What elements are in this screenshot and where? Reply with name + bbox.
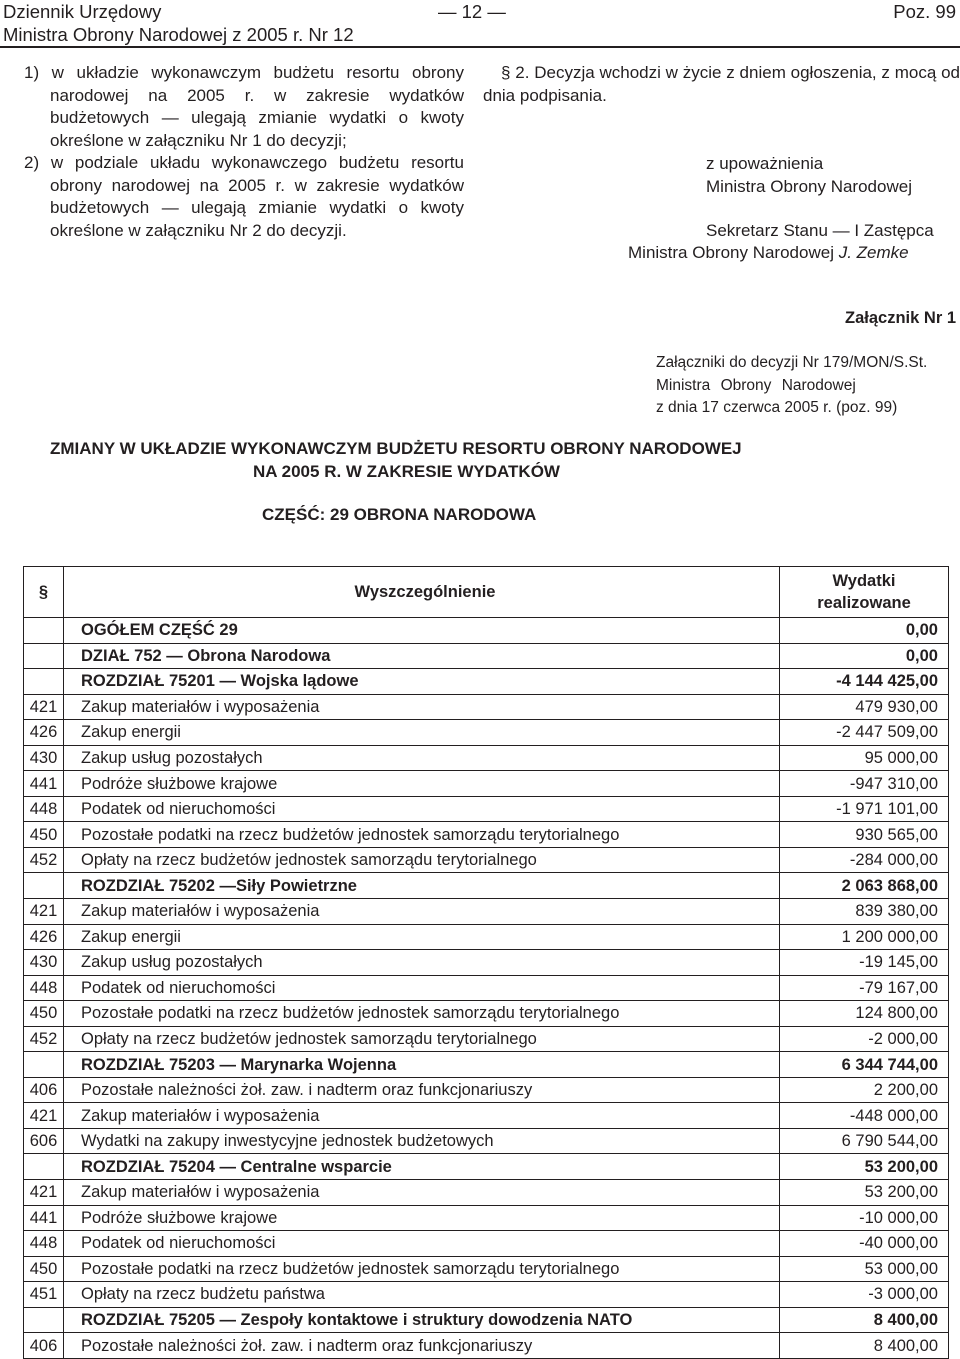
row-paragraph: 450 [24, 1256, 64, 1282]
row-value: 95 000,00 [780, 745, 949, 771]
part-title: CZĘŚĆ: 29 OBRONA NARODOWA [262, 505, 537, 524]
row-paragraph [24, 1154, 64, 1180]
table-row [24, 618, 949, 644]
row-value: -10 000,00 [780, 1205, 949, 1231]
row-description: Zakup usług pozostałych [64, 950, 780, 976]
table-row [24, 1333, 949, 1359]
row-description: Zakup materiałów i wyposażenia [64, 1180, 780, 1206]
list-item-2 [24, 152, 464, 242]
table-header-row [24, 567, 949, 618]
annex-info-line2: Ministra Obrony Narodowej [656, 376, 856, 394]
main-title-line2: NA 2005 R. W ZAKRESIE WYDATKÓW [253, 462, 560, 481]
row-value: 930 565,00 [780, 822, 949, 848]
row-paragraph: 441 [24, 771, 64, 797]
signature-line-2: Ministra Obrony Narodowej [706, 177, 912, 196]
row-description: Pozostałe należności żoł. zaw. i nadterm oraz funkcjonariuszy [64, 1077, 780, 1103]
table-row [24, 1103, 949, 1129]
table-row [24, 822, 949, 848]
row-value: -448 000,00 [780, 1103, 949, 1129]
row-paragraph: 448 [24, 1231, 64, 1257]
row-paragraph: 441 [24, 1205, 64, 1231]
main-title [50, 437, 830, 483]
row-description: ROZDZIAŁ 75201 — Wojska lądowe [64, 669, 780, 695]
row-paragraph: 421 [24, 1180, 64, 1206]
header-paragraph: § [24, 567, 64, 618]
row-description: Opłaty na rzecz budżetów jednostek samorządu terytorialnego [64, 847, 780, 873]
row-paragraph: 448 [24, 796, 64, 822]
row-paragraph: 450 [24, 1001, 64, 1027]
header-expenses-line1: Wydatki [832, 572, 896, 590]
table-row [24, 669, 949, 695]
annex-info [656, 352, 927, 420]
row-paragraph [24, 1307, 64, 1333]
row-value: 1 200 000,00 [780, 924, 949, 950]
table-row [24, 899, 949, 925]
signature-line-3: Sekretarz Stanu — I Zastępca [706, 221, 934, 240]
row-paragraph: 406 [24, 1333, 64, 1359]
page-number: — 12 — [438, 1, 506, 22]
row-paragraph: 430 [24, 950, 64, 976]
table-row [24, 1154, 949, 1180]
row-description: Podatek od nieruchomości [64, 1231, 780, 1257]
row-value: -40 000,00 [780, 1231, 949, 1257]
table-body [24, 618, 949, 1359]
paragraph-2: § 2. Decyzja wchodzi w życie z dniem ogłoszenia, z mocą od dnia podpisania. [483, 63, 960, 105]
row-description: Pozostałe podatki na rzecz budżetów jednostek samorządu terytorialnego [64, 822, 780, 848]
list-item-1 [24, 62, 464, 152]
table-row [24, 745, 949, 771]
row-value: 6 790 544,00 [780, 1128, 949, 1154]
row-paragraph [24, 873, 64, 899]
table-row [24, 720, 949, 746]
row-value: 839 380,00 [780, 899, 949, 925]
row-value: -947 310,00 [780, 771, 949, 797]
row-description: Zakup materiałów i wyposażenia [64, 694, 780, 720]
row-value: -2 447 509,00 [780, 720, 949, 746]
row-value: -2 000,00 [780, 1026, 949, 1052]
row-description: Zakup energii [64, 924, 780, 950]
table-row [24, 771, 949, 797]
row-value: 53 200,00 [780, 1154, 949, 1180]
table-row [24, 1077, 949, 1103]
signature-line-4 [628, 242, 909, 265]
row-description: Podróże służbowe krajowe [64, 771, 780, 797]
annex-title: Załącznik Nr 1 [845, 309, 956, 327]
table-row [24, 1180, 949, 1206]
row-value: -284 000,00 [780, 847, 949, 873]
table-row [24, 1307, 949, 1333]
table-row [24, 1205, 949, 1231]
item1-number: 1) [24, 63, 40, 82]
row-value: -3 000,00 [780, 1282, 949, 1308]
row-paragraph: 450 [24, 822, 64, 848]
annex-info-line3: z dnia 17 czerwca 2005 r. (poz. 99) [656, 399, 898, 416]
annex-info-line1: Załączniki do decyzji Nr 179/MON/S.St. [656, 354, 928, 371]
row-paragraph: 426 [24, 720, 64, 746]
row-value: -79 167,00 [780, 975, 949, 1001]
row-description: Pozostałe podatki na rzecz budżetów jednostek samorządu terytorialnego [64, 1001, 780, 1027]
row-paragraph [24, 643, 64, 669]
row-description: ROZDZIAŁ 75205 — Zespoły kontaktowe i struktury dowodzenia NATO [64, 1307, 780, 1333]
row-value: 8 400,00 [780, 1307, 949, 1333]
signature-ministry: Ministra Obrony Narodowej [628, 243, 834, 262]
row-value: 0,00 [780, 643, 949, 669]
row-paragraph: 426 [24, 924, 64, 950]
row-value: 53 000,00 [780, 1256, 949, 1282]
item2-number: 2) [24, 153, 40, 172]
row-description: Pozostałe należności żoł. zaw. i nadterm oraz funkcjonariuszy [64, 1333, 780, 1359]
header-divider [0, 46, 960, 48]
row-description: Zakup materiałów i wyposażenia [64, 899, 780, 925]
table-row [24, 975, 949, 1001]
budget-table [23, 566, 949, 1359]
table-row [24, 1052, 949, 1078]
row-paragraph: 421 [24, 899, 64, 925]
row-value: 6 344 744,00 [780, 1052, 949, 1078]
item1-text: w układzie wykonawczym budżetu resortu obrony narodowej na 2005 r. w zakresie wydatków budżetowych — ulegają zmianie wydatki o kwoty określone w załączniku Nr 1 do decyzji; [50, 63, 464, 150]
row-value: -1 971 101,00 [780, 796, 949, 822]
main-title-line1: ZMIANY W UKŁADZIE WYKONAWCZYM BUDŻETU RESORTU OBRONY NARODOWEJ [50, 439, 742, 458]
row-paragraph [24, 669, 64, 695]
row-paragraph [24, 618, 64, 644]
row-paragraph: 452 [24, 1026, 64, 1052]
row-paragraph: 430 [24, 745, 64, 771]
row-description: ROZDZIAŁ 75202 —Siły Powietrzne [64, 873, 780, 899]
row-description: Wydatki na zakupy inwestycyjne jednostek budżetowych [64, 1128, 780, 1154]
table-row [24, 1128, 949, 1154]
row-description: Zakup materiałów i wyposażenia [64, 1103, 780, 1129]
row-description: Opłaty na rzecz budżetów jednostek samorządu terytorialnego [64, 1026, 780, 1052]
row-paragraph [24, 1052, 64, 1078]
row-description: DZIAŁ 752 — Obrona Narodowa [64, 643, 780, 669]
left-column [24, 62, 464, 242]
row-description: Opłaty na rzecz budżetu państwa [64, 1282, 780, 1308]
row-description: Podróże służbowe krajowe [64, 1205, 780, 1231]
table-row [24, 1026, 949, 1052]
row-value: 479 930,00 [780, 694, 949, 720]
row-description: OGÓŁEM CZĘŚĆ 29 [64, 618, 780, 644]
row-description: Podatek od nieruchomości [64, 796, 780, 822]
table-row [24, 1231, 949, 1257]
row-value: 8 400,00 [780, 1333, 949, 1359]
row-description: ROZDZIAŁ 75203 — Marynarka Wojenna [64, 1052, 780, 1078]
journal-ministry: Ministra Obrony Narodowej z 2005 r. Nr 12 [3, 24, 354, 45]
journal-header [3, 0, 354, 46]
signature-line-1: z upoważnienia [706, 154, 824, 173]
row-value: 0,00 [780, 618, 949, 644]
table-row [24, 1282, 949, 1308]
row-paragraph: 448 [24, 975, 64, 1001]
header-expenses [780, 567, 949, 618]
row-paragraph: 421 [24, 694, 64, 720]
signature-name: J. Zemke [838, 243, 909, 262]
row-paragraph: 421 [24, 1103, 64, 1129]
row-paragraph: 406 [24, 1077, 64, 1103]
row-description: Zakup energii [64, 720, 780, 746]
row-value: 124 800,00 [780, 1001, 949, 1027]
row-description: Zakup usług pozostałych [64, 745, 780, 771]
row-paragraph: 452 [24, 847, 64, 873]
row-description: Podatek od nieruchomości [64, 975, 780, 1001]
position-number: Poz. 99 [893, 1, 956, 22]
row-description: ROZDZIAŁ 75204 — Centralne wsparcie [64, 1154, 780, 1180]
table-row [24, 1256, 949, 1282]
right-column [483, 62, 960, 107]
row-value: -4 144 425,00 [780, 669, 949, 695]
row-paragraph: 606 [24, 1128, 64, 1154]
table-row [24, 873, 949, 899]
row-value: -19 145,00 [780, 950, 949, 976]
row-description: Pozostałe podatki na rzecz budżetów jednostek samorządu terytorialnego [64, 1256, 780, 1282]
header-expenses-line2: realizowane [817, 594, 911, 612]
row-value: 2 200,00 [780, 1077, 949, 1103]
header-description: Wyszczególnienie [64, 567, 780, 618]
row-value: 53 200,00 [780, 1180, 949, 1206]
row-value: 2 063 868,00 [780, 873, 949, 899]
journal-title: Dziennik Urzędowy [3, 1, 162, 22]
table-row [24, 847, 949, 873]
table-row [24, 694, 949, 720]
table-row [24, 924, 949, 950]
table-row [24, 1001, 949, 1027]
table-row [24, 643, 949, 669]
table-row [24, 796, 949, 822]
row-paragraph: 451 [24, 1282, 64, 1308]
table-row [24, 950, 949, 976]
item2-text: w podziale układu wykonawczego budżetu resortu obrony narodowej na 2005 r. w zakresie wydatków budżetowych — ulegają zmianie wydatki o kwoty określone w załączniku Nr 2 do decyzji. [50, 153, 464, 240]
